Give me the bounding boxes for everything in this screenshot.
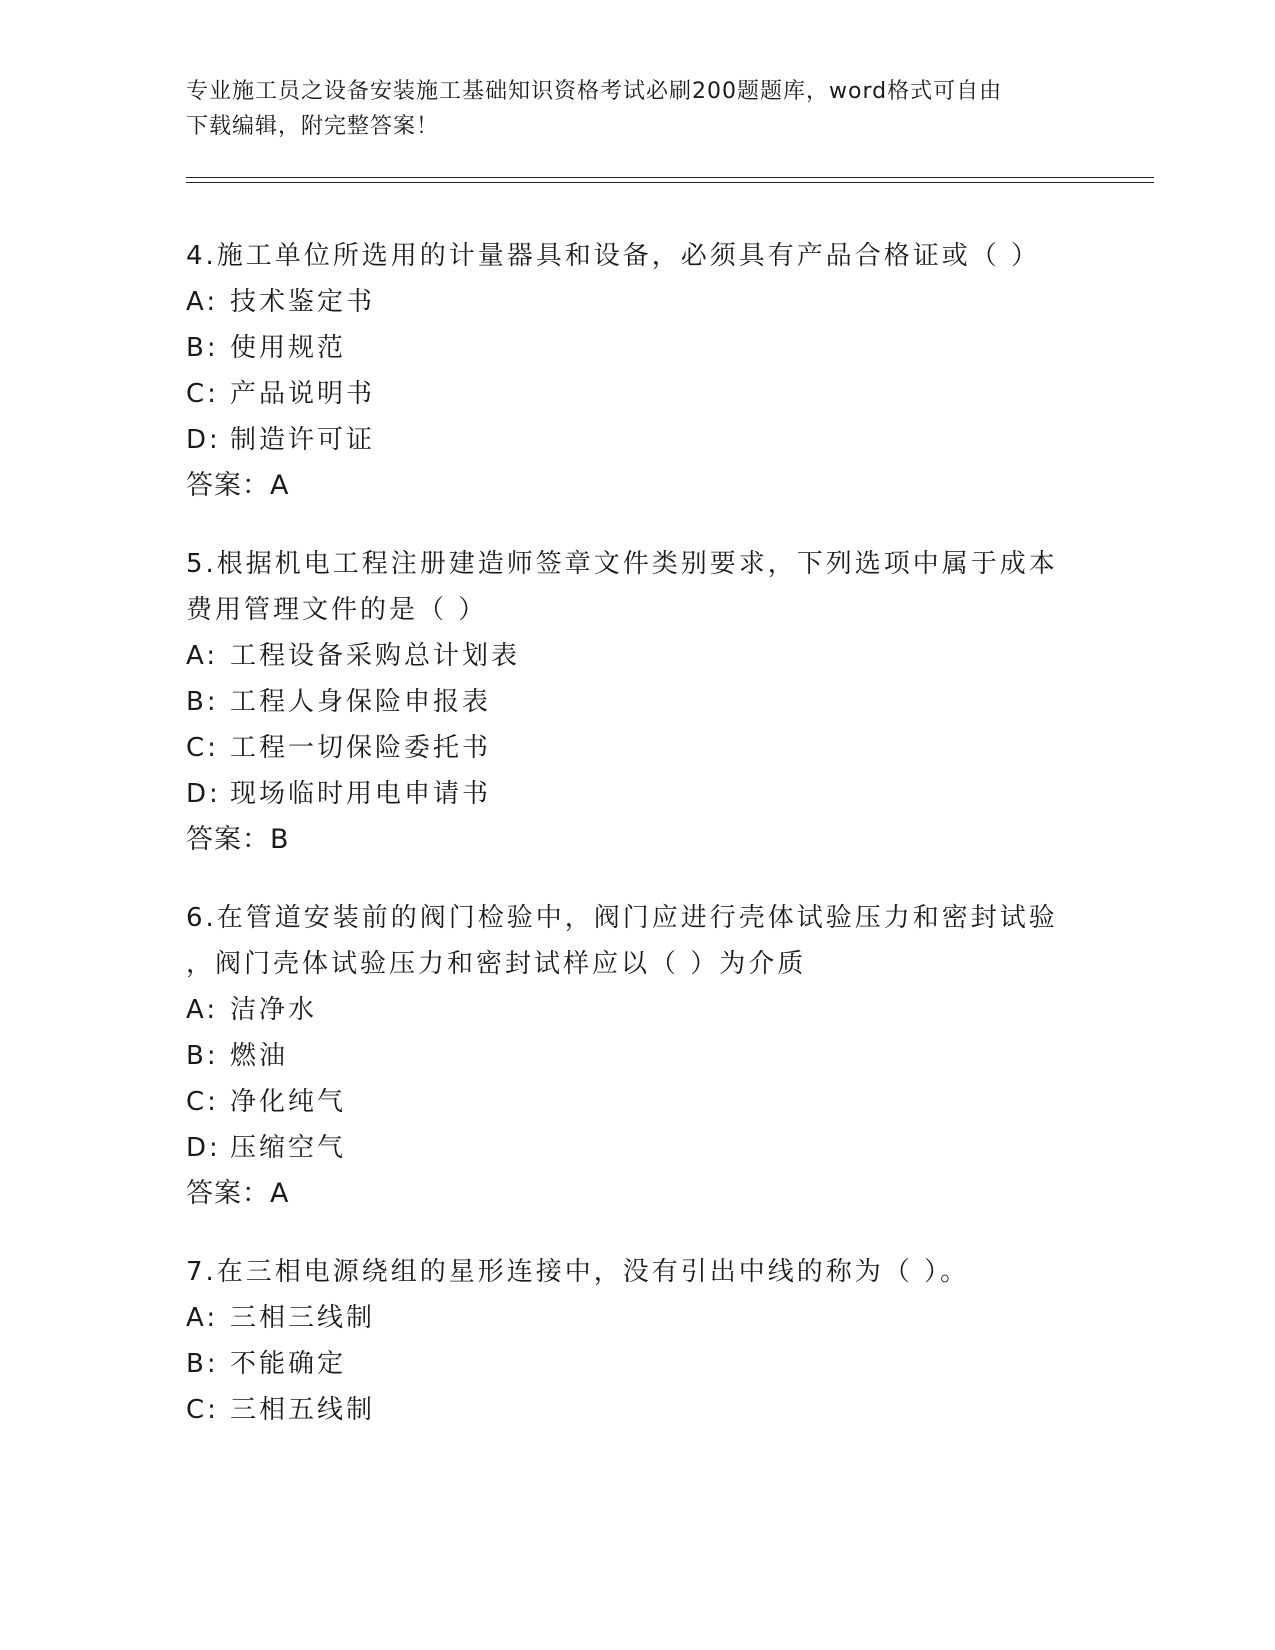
answer-key: 答案：A <box>186 470 290 501</box>
option-letter: D: <box>186 425 221 455</box>
header-divider-top <box>186 177 1154 178</box>
option-text: 不能确定 <box>230 1349 347 1379</box>
option-letter: C: <box>186 379 219 409</box>
option-letter: A: <box>186 1303 219 1333</box>
answer-option <box>186 1079 1086 1125</box>
option-text: 压缩空气 <box>230 1133 347 1163</box>
question-block <box>186 233 1086 509</box>
option-text: 工程人身保险申报表 <box>230 687 492 717</box>
option-letter: A: <box>186 641 219 671</box>
option-text: 工程一切保险委托书 <box>230 733 492 763</box>
answer-option <box>186 1387 1086 1433</box>
answer-option <box>186 1295 1086 1341</box>
option-letter: D: <box>186 779 221 809</box>
answer-option <box>186 279 1086 325</box>
option-text: 洁净水 <box>230 995 318 1025</box>
question-block <box>186 895 1086 1217</box>
option-text: 产品说明书 <box>230 379 376 409</box>
question-stem: 7.在三相电源绕组的星形连接中，没有引出中线的称为（ ）。 <box>186 1257 970 1287</box>
option-letter: A: <box>186 995 219 1025</box>
answer-option <box>186 417 1086 463</box>
question-stem: 4.施工单位所选用的计量器具和设备，必须具有产品合格证或（ ） <box>186 241 1041 271</box>
option-letter: C: <box>186 1395 219 1425</box>
question-stem: 费用管理文件的是（ ） <box>186 595 488 625</box>
answer-key: 答案：A <box>186 1178 290 1209</box>
answer-option <box>186 771 1086 817</box>
option-letter: B: <box>186 333 219 363</box>
answer-option <box>186 679 1086 725</box>
option-text: 三相三线制 <box>230 1303 376 1333</box>
option-text: 燃油 <box>230 1041 289 1071</box>
option-text: 净化纯气 <box>230 1087 347 1117</box>
option-letter: B: <box>186 687 219 717</box>
document-header <box>186 74 1086 144</box>
option-text: 技术鉴定书 <box>230 287 376 317</box>
question-stem: ，阀门壳体试验压力和密封试样应以（ ）为介质 <box>186 949 807 979</box>
answer-option <box>186 987 1086 1033</box>
header-divider-bottom <box>186 182 1154 183</box>
answer-option <box>186 325 1086 371</box>
answer-option <box>186 1125 1086 1171</box>
option-letter: B: <box>186 1041 219 1071</box>
option-letter: C: <box>186 1087 219 1117</box>
option-text: 工程设备采购总计划表 <box>230 641 521 671</box>
answer-key: 答案：B <box>186 824 290 855</box>
answer-option <box>186 633 1086 679</box>
question-stem: 6.在管道安装前的阀门检验中，阀门应进行壳体试验压力和密封试验 <box>186 903 1058 933</box>
option-text: 三相五线制 <box>230 1395 376 1425</box>
question-stem: 5.根据机电工程注册建造师签章文件类别要求，下列选项中属于成本 <box>186 549 1058 579</box>
question-block <box>186 1249 1086 1433</box>
option-text: 制造许可证 <box>230 425 376 455</box>
answer-option <box>186 725 1086 771</box>
option-letter: C: <box>186 733 219 763</box>
option-text: 现场临时用电申请书 <box>230 779 492 809</box>
option-letter: A: <box>186 287 219 317</box>
question-list <box>186 233 1086 1465</box>
answer-option <box>186 371 1086 417</box>
answer-option <box>186 1341 1086 1387</box>
option-text: 使用规范 <box>230 333 347 363</box>
option-letter: D: <box>186 1133 221 1163</box>
question-block <box>186 541 1086 863</box>
header-line-1: 专业施工员之设备安装施工基础知识资格考试必刷200题题库，word格式可自由 <box>186 79 1003 104</box>
option-letter: B: <box>186 1349 219 1379</box>
answer-option <box>186 1033 1086 1079</box>
header-line-2: 下载编辑，附完整答案！ <box>186 114 440 139</box>
